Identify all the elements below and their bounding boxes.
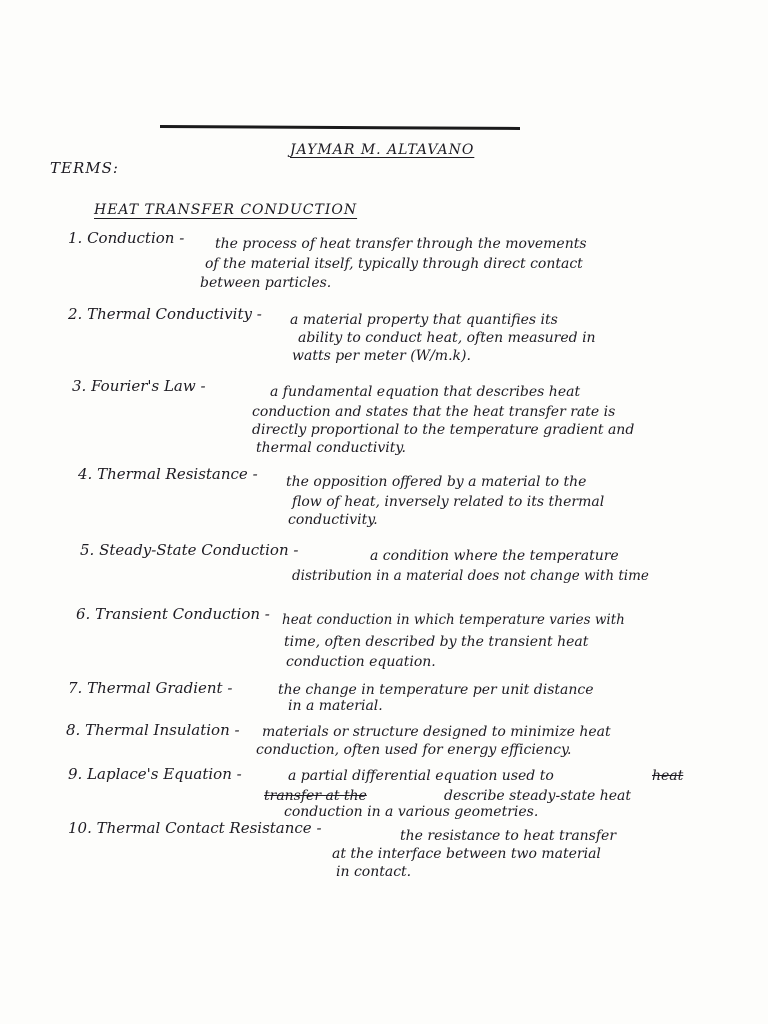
- term-9-line-1: a partial differential equation used to: [288, 768, 554, 784]
- term-3-line-4: thermal conductivity.: [256, 440, 406, 456]
- term-7-line-1: the change in temperature per unit distance: [278, 682, 594, 698]
- term-4-line-1: the opposition offered by a material to the: [286, 474, 587, 490]
- term-9-struck-phrase: transfer at the: [264, 788, 367, 804]
- term-6-line-2: time, often described by the transient heat: [284, 634, 589, 650]
- term-9-label: 9. Laplace's Equation -: [68, 765, 242, 783]
- term-10-line-3: in contact.: [336, 864, 412, 880]
- page-heading: HEAT TRANSFER CONDUCTION: [94, 202, 358, 218]
- term-10-label: 10. Thermal Contact Resistance -: [68, 819, 322, 837]
- term-2-line-3: watts per meter (W/m.k).: [292, 348, 471, 364]
- term-6-line-3: conduction equation.: [286, 654, 436, 670]
- term-4-line-3: conductivity.: [288, 512, 378, 528]
- term-2-label: 2. Thermal Conductivity -: [68, 305, 262, 323]
- term-10-line-1: the resistance to heat transfer: [400, 828, 617, 844]
- term-9-line-2: describe steady-state heat: [444, 788, 631, 804]
- term-1-line-3: between particles.: [200, 275, 332, 291]
- term-5-line-1: a condition where the temperature: [370, 548, 619, 564]
- term-6-line-1: heat conduction in which temperature varies with: [282, 612, 625, 628]
- term-1-line-1: the process of heat transfer through the movements: [215, 236, 587, 252]
- term-3-line-2: conduction and states that the heat transfer rate is: [252, 404, 616, 420]
- term-1-label: 1. Conduction -: [68, 229, 185, 247]
- term-4-line-2: flow of heat, inversely related to its thermal: [292, 494, 605, 510]
- term-1-line-2: of the material itself, typically through direct contact: [205, 256, 583, 272]
- term-8-line-2: conduction, often used for energy efficiency.: [256, 742, 572, 758]
- term-8-label: 8. Thermal Insulation -: [66, 721, 240, 739]
- term-10-line-2: at the interface between two material: [332, 846, 601, 862]
- term-7-line-2: in a material.: [288, 698, 383, 714]
- term-6-label: 6. Transient Conduction -: [76, 605, 270, 623]
- term-2-line-2: ability to conduct heat, often measured in: [298, 330, 596, 346]
- term-7-label: 7. Thermal Gradient -: [68, 679, 233, 697]
- term-5-label: 5. Steady-State Conduction -: [80, 541, 299, 559]
- term-2-line-1: a material property that quantifies its: [290, 312, 558, 328]
- term-3-line-3: directly proportional to the temperature gradient and: [252, 422, 635, 438]
- author-name: JAYMAR M. ALTAVANO: [290, 142, 475, 158]
- term-9-line-3: conduction in a various geometries.: [284, 804, 539, 820]
- term-4-label: 4. Thermal Resistance -: [78, 465, 258, 483]
- term-3-line-1: a fundamental equation that describes heat: [270, 384, 581, 400]
- term-8-line-1: materials or structure designed to minimize heat: [262, 724, 611, 740]
- section-label: TERMS:: [50, 159, 119, 177]
- term-3-label: 3. Fourier's Law -: [72, 377, 206, 395]
- term-9-struck-word: heat: [652, 768, 684, 784]
- term-5-line-2: distribution in a material does not change with time: [292, 568, 649, 584]
- top-rule: [160, 125, 520, 130]
